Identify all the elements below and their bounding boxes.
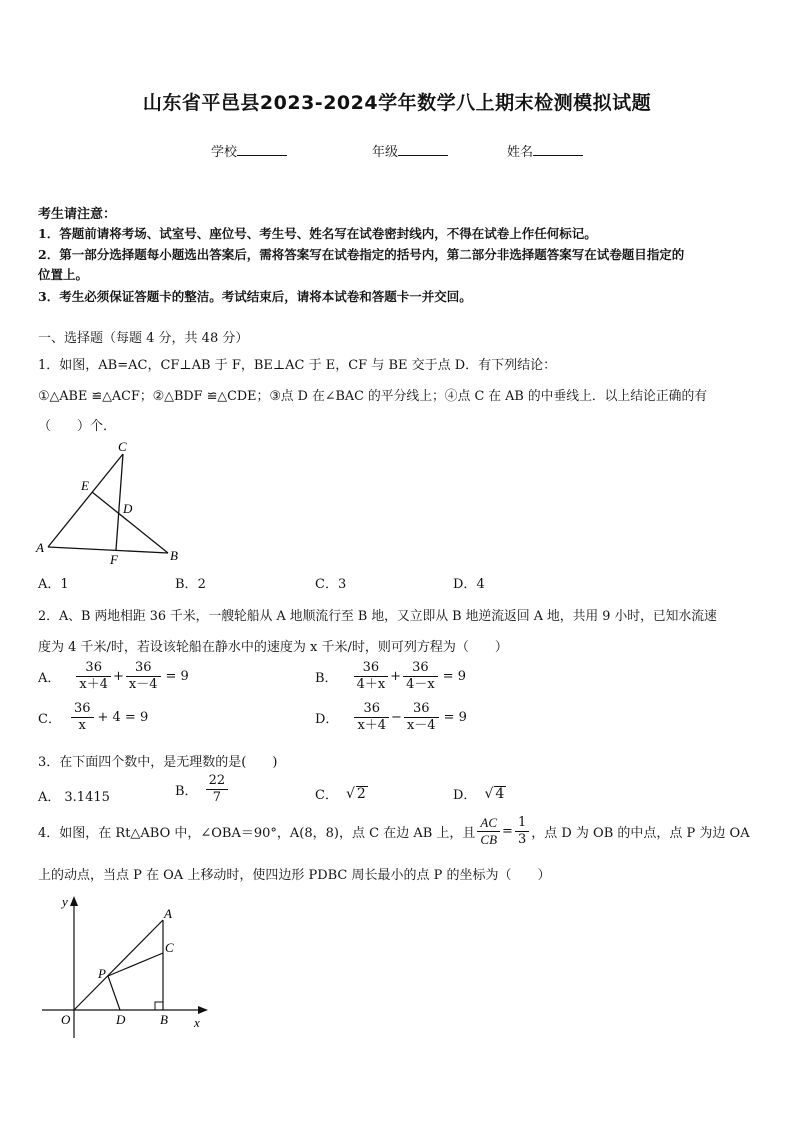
- name-field[interactable]: [507, 141, 583, 160]
- q1-option-c[interactable]: C．3: [315, 577, 347, 592]
- notice-item-2-cont: 位置上。: [38, 267, 89, 282]
- q1-option-a[interactable]: A．1: [38, 577, 69, 592]
- label-E: E: [81, 478, 89, 493]
- grade-blank[interactable]: [398, 143, 448, 156]
- q4-stem-line1: 4．如图，在 Rt△ABO 中，∠OBA＝90°，A(8，8)，点 C 在边 AB 上，且 $\frac{AC}{CB}$ = $\frac{1}{3}$ ，点 D 为 OB 的中点，点 P 为边 OA: [38, 815, 750, 847]
- line-PC: [108, 953, 163, 976]
- name-blank[interactable]: [533, 143, 583, 156]
- notice-item-1: 1．答题前请将考场、试室号、座位号、考生号、姓名写在试卷密封线内，不得在试卷上作任何标记。: [38, 226, 597, 241]
- q3-option-b[interactable]: B． $\frac{22}{7}$: [175, 773, 230, 806]
- label-C: C: [165, 940, 174, 955]
- line-AC: [48, 454, 123, 547]
- q2-option-d[interactable]: D． $\frac{36}{x+4}$ − $\frac{36}{x-4}$ = 9: [315, 701, 467, 733]
- label-D: D: [123, 501, 133, 516]
- line-PD: [108, 976, 120, 1010]
- label-F: F: [110, 552, 118, 567]
- label-D: D: [116, 1012, 126, 1027]
- line-CF: [116, 454, 123, 550]
- label-A: A: [36, 540, 44, 555]
- label-B: B: [160, 1012, 168, 1027]
- name-label: 姓名: [507, 145, 534, 160]
- q2-stem-line2: 度为 4 千米/时，若设该轮船在静水中的速度为 x 千米/时，则可列方程为（ ）: [38, 640, 508, 655]
- grade-field[interactable]: [372, 141, 448, 160]
- label-C: C: [118, 439, 127, 454]
- sqrt-4: √ 4: [484, 785, 505, 802]
- q1-stem-line1: 1．如图，AB=AC，CF⊥AB 于 F，BE⊥AC 于 E，CF 与 BE 交于点 D．有下列结论：: [38, 358, 557, 373]
- notice-item-3: 3．考生必须保证答题卡的整洁。考试结束后，请将本试卷和答题卡一并交回。: [38, 289, 472, 304]
- q1-triangle-figure: [30, 432, 190, 572]
- q3-option-c[interactable]: C． √ 2: [315, 785, 366, 803]
- q4-stem-line2: 上的动点，当点 P 在 OA 上移动时，使四边形 PDBC 周长最小的点 P 的坐标为（ ）: [38, 868, 551, 883]
- q2-stem-line1: 2．A、B 两地相距 36 千米，一艘轮船从 A 地顺流行至 B 地，又立即从 B 地逆流返回 A 地，共用 9 小时，已知水流速: [38, 609, 717, 624]
- school-label: 学校: [211, 145, 238, 160]
- school-blank[interactable]: [237, 143, 287, 156]
- school-field[interactable]: [211, 141, 287, 160]
- label-P: P: [98, 966, 106, 981]
- q2-option-c[interactable]: C． $\frac{36}{x}$ + 4 = 9: [38, 701, 149, 733]
- right-angle-mark: [155, 1002, 163, 1010]
- q3-stem: 3．在下面四个数中，是无理数的是( ): [38, 755, 278, 770]
- line-AB: [48, 547, 168, 553]
- q1-option-b[interactable]: B．2: [175, 577, 206, 592]
- section-heading: 一、选择题（每题 4 分，共 48 分）: [38, 331, 249, 346]
- sqrt-2: √ 2: [345, 785, 366, 802]
- label-y: y: [62, 894, 68, 909]
- q1-option-d[interactable]: D．4: [453, 577, 485, 592]
- notice-heading: 考生请注意：: [38, 207, 117, 222]
- q2-option-a[interactable]: A． $\frac{36}{x+4}$ + $\frac{36}{x-4}$ = 9: [38, 660, 189, 692]
- grade-label: 年级: [372, 145, 399, 160]
- q1-stem-line2: ①△ABE ≌△ACF；②△BDF ≌△CDE；③点 D 在∠BAC 的平分线上；④点 C 在 AB 的中垂线上．以上结论正确的有: [38, 389, 708, 404]
- page-title: 山东省平邑县2023-2024学年数学八上期末检测模拟试题: [142, 92, 652, 114]
- q3-option-a[interactable]: A． 3.1415: [38, 790, 110, 805]
- q2-option-b[interactable]: B． $\frac{36}{4+x}$ + $\frac{36}{4-x}$ = 9: [315, 660, 466, 692]
- notice-item-2: 2．第一部分选择题每小题选出答案后，需将答案写在试卷指定的括号内，第二部分非选择题答案写在试卷题目指定的: [38, 247, 685, 262]
- q3-option-d[interactable]: D． √ 4: [453, 785, 505, 803]
- label-B: B: [170, 548, 178, 563]
- label-x: x: [194, 1015, 200, 1030]
- label-A: A: [164, 906, 172, 921]
- label-O: O: [61, 1012, 71, 1027]
- line-OA: [74, 920, 163, 1010]
- q4-coordinate-figure: [36, 892, 216, 1052]
- y-axis-arrow: [70, 896, 78, 906]
- q1-stem-line3: （ ）个．: [38, 419, 117, 434]
- x-axis-arrow: [198, 1006, 208, 1014]
